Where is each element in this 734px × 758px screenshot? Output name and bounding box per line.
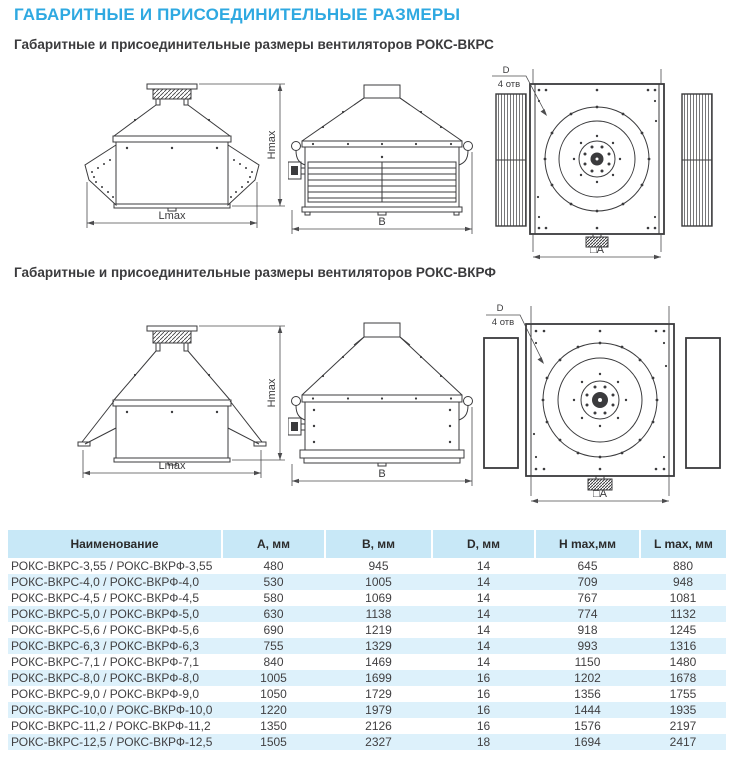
dimension-label-hmax: Hmax (266, 378, 278, 408)
dimension-cell: 2197 (669, 719, 697, 733)
model-name-cell: РОКС-ВКРС-8,0 / РОКС-ВКРФ-8,0 (11, 671, 200, 685)
dimension-cell: 755 (263, 639, 284, 653)
dimension-cell: 767 (577, 591, 598, 605)
dimension-cell: 14 (476, 655, 491, 669)
dimension-cell: 16 (476, 719, 491, 733)
dimension-cell: 880 (672, 559, 694, 573)
section-title-vkrf: Габаритные и присоединительные размеры вентиляторов РОКС-ВКРФ (14, 265, 496, 280)
model-name-cell: РОКС-ВКРС-5,6 / РОКС-ВКРФ-5,6 (11, 623, 200, 637)
vkrs-top-view-drawing (476, 56, 732, 266)
page-title: ГАБАРИТНЫЕ И ПРИСОЕДИНИТЕЛЬНЫЕ РАЗМЕРЫ (14, 5, 461, 24)
model-name-cell: РОКС-ВКРС-5,0 / РОКС-ВКРФ-5,0 (11, 607, 200, 621)
table-row (8, 606, 726, 622)
dimension-cell: 1050 (260, 687, 287, 701)
table-body (8, 558, 726, 750)
dimension-cell: 2126 (365, 719, 392, 733)
dimension-cell: 1444 (574, 703, 601, 717)
dimension-cell: 1755 (669, 687, 697, 701)
dimension-cell: 1729 (365, 687, 392, 701)
vkrf-front-view-drawing (32, 300, 292, 500)
section-title-vkrs: Габаритные и присоединительные размеры вентиляторов РОКС-ВКРС (14, 37, 494, 52)
table-row (8, 574, 726, 590)
hole-diameter-label: D (502, 65, 510, 76)
dimension-cell: 1329 (365, 639, 392, 653)
column-header: В, мм (325, 530, 432, 558)
table-row (8, 686, 726, 702)
model-name-cell: РОКС-ВКРС-4,0 / РОКС-ВКРФ-4,0 (11, 575, 200, 589)
model-name-cell: РОКС-ВКРС-11,2 / РОКС-ВКРФ-11,2 (11, 719, 211, 733)
dimension-cell: 1935 (669, 703, 697, 717)
dimension-cell: 1005 (365, 575, 392, 589)
dimension-cell: 1219 (365, 623, 392, 637)
dimension-cell: 14 (476, 639, 491, 653)
table-row (8, 622, 726, 638)
dimension-label-hmax: Hmax (266, 130, 278, 160)
table-row (8, 734, 726, 750)
model-name-cell: РОКС-ВКРС-9,0 / РОКС-ВКРФ-9,0 (11, 687, 200, 701)
dimension-label-a: □A (590, 244, 604, 256)
vkrf-top-view-drawing (470, 296, 734, 511)
hole-diameter-label: D (496, 303, 504, 314)
dimension-cell: 1678 (669, 671, 697, 685)
dimension-cell: 1150 (574, 655, 601, 669)
table-row (8, 558, 726, 574)
vkrf-side-view-drawing (288, 300, 483, 500)
table-row (8, 670, 726, 686)
dimension-cell: 480 (263, 559, 284, 573)
dimension-cell: 1316 (669, 639, 697, 653)
table-header-row (8, 530, 726, 558)
table-row (8, 718, 726, 734)
dimension-cell: 14 (476, 559, 491, 573)
dimension-cell: 2417 (669, 735, 697, 749)
dimension-cell: 1202 (574, 671, 601, 685)
model-name-cell: РОКС-ВКРС-12,5 / РОКС-ВКРФ-12,5 (11, 735, 213, 749)
dimension-label-b: B (378, 468, 386, 480)
dimension-cell: 630 (263, 607, 284, 621)
dimension-cell: 14 (476, 623, 491, 637)
dimension-cell: 1505 (260, 735, 287, 749)
holes-count-label: 4 отв (491, 317, 515, 328)
model-name-cell: РОКС-ВКРС-3,55 / РОКС-ВКРФ-3,55 (11, 559, 213, 573)
dimension-cell: 1979 (365, 703, 392, 717)
dimensions-table-wrap (8, 530, 726, 750)
vkrs-side-view-drawing (288, 62, 483, 247)
dimension-cell: 993 (577, 639, 598, 653)
dimension-cell: 690 (263, 623, 284, 637)
dimension-cell: 1694 (574, 735, 601, 749)
table-row (8, 590, 726, 606)
column-header: L max, мм (640, 530, 726, 558)
table-row (8, 702, 726, 718)
dimension-cell: 16 (476, 671, 491, 685)
dimension-cell: 645 (577, 559, 598, 573)
dimension-cell: 14 (476, 591, 491, 605)
dimension-label-a: □A (593, 488, 607, 500)
dimension-cell: 1138 (365, 607, 392, 621)
dimension-cell: 530 (263, 575, 284, 589)
dimension-cell: 1220 (260, 703, 287, 717)
dimension-cell: 16 (476, 687, 491, 701)
dimension-cell: 1081 (669, 591, 697, 605)
model-name-cell: РОКС-ВКРС-7,1 / РОКС-ВКРФ-7,1 (11, 655, 200, 669)
dimension-label-lmax: Lmax (158, 460, 186, 472)
dimension-cell: 14 (476, 575, 491, 589)
vkrs-front-view-drawing (32, 60, 292, 240)
dimension-cell: 945 (368, 559, 389, 573)
holes-count-label: 4 отв (497, 79, 521, 90)
dimension-cell: 774 (577, 607, 598, 621)
table-row (8, 638, 726, 654)
dimension-cell: 948 (672, 575, 694, 589)
dimension-cell: 1245 (669, 623, 697, 637)
column-header: А, мм (222, 530, 325, 558)
dimension-cell: 580 (263, 591, 284, 605)
dimension-cell: 1005 (260, 671, 287, 685)
model-name-cell: РОКС-ВКРС-10,0 / РОКС-ВКРФ-10,0 (11, 703, 213, 717)
dimension-cell: 1356 (574, 687, 601, 701)
dimensions-table (8, 530, 726, 750)
dimension-cell: 709 (577, 575, 598, 589)
column-header: D, мм (432, 530, 535, 558)
dimension-cell: 840 (263, 655, 284, 669)
dimension-label-lmax: Lmax (158, 210, 186, 222)
dimension-label-b: B (378, 216, 386, 228)
model-name-cell: РОКС-ВКРС-4,5 / РОКС-ВКРФ-4,5 (11, 591, 200, 605)
column-header: Н max,мм (535, 530, 640, 558)
dimension-cell: 1069 (365, 591, 392, 605)
dimension-cell: 1350 (260, 719, 287, 733)
dimension-cell: 1576 (574, 719, 601, 733)
dimension-cell: 2327 (365, 735, 392, 749)
table-row (8, 654, 726, 670)
dimension-cell: 1480 (669, 655, 697, 669)
dimension-cell: 1132 (670, 607, 696, 621)
dimension-cell: 18 (476, 735, 491, 749)
dimension-cell: 1699 (365, 671, 392, 685)
dimension-cell: 14 (476, 607, 491, 621)
dimension-cell: 16 (476, 703, 491, 717)
column-header: Наименование (8, 530, 222, 558)
model-name-cell: РОКС-ВКРС-6,3 / РОКС-ВКРФ-6,3 (11, 639, 200, 653)
dimension-cell: 1469 (365, 655, 392, 669)
dimension-cell: 918 (577, 623, 598, 637)
